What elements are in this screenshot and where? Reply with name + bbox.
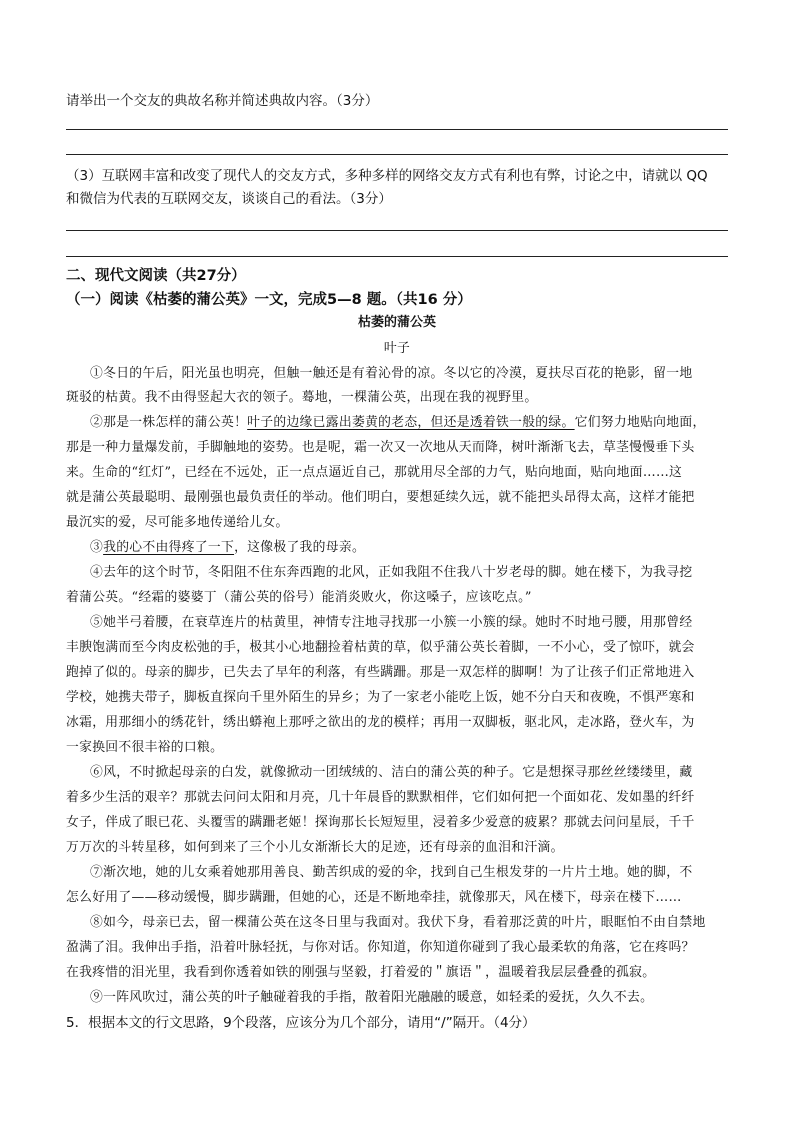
article-author: 叶子 (383, 341, 411, 356)
paragraph-3-text: ，这像极了我的母亲。 (234, 540, 366, 555)
article-title: 枯萎的蒲公英 (357, 315, 436, 330)
answer-line (66, 154, 728, 155)
underlined-sentence: 我的心不由得疼了一下 (103, 540, 235, 555)
paragraph-4-line: ④去年的这个时节，冬阳阻不住东奔西跑的北风，正如我阻不住我八十岁老母的脚。她在楼下，为我寻挖 (90, 565, 693, 580)
answer-line (66, 230, 728, 231)
paragraph-8-line: ⑧如今，母亲已去，留一棵蒲公英在这冬日里与我面对。我伏下身，看着那泛黄的叶片，眼眶怕不由自禁地 (90, 915, 706, 930)
paragraph-7-line: ⑦渐次地，她的儿女乘着她那用善良、勤苦织成的爱的伞，找到自己生根发芽的一片片土地。她的脚，不 (90, 865, 693, 880)
paragraph-3-text: ③ (90, 540, 104, 555)
section-title: 二、现代文阅读（共27分） (66, 268, 246, 284)
paragraph-2-line: 那是一种力量爆发前，手脚触地的姿势。也是呢，霜一次又一次地从天而降，树叶渐渐飞去，草茎慢慢垂下头 (66, 440, 695, 455)
paragraph-2-line: 就是蒲公英最聪明、最刚强也最负责任的举动。他们明白，要想延续久远，就不能把头昂得太高，这样才能把 (66, 490, 695, 505)
paragraph-5-line: ⑤她半弓着腰，在衰草连片的枯黄里，神情专注地寻找那一小簇一小簇的绿。她时不时地弓腰，用那曾经 (90, 615, 693, 630)
paragraph-2-line: 最沉实的爱，尽可能多地传递给儿女。 (66, 515, 289, 530)
paragraph-4-line: 着蒲公英。“经霜的婆婆丁（蒲公英的俗号）能消炎败火，你这嗓子，应该吃点。” (66, 590, 532, 605)
paragraph-6-line: 女子，伴成了眼已花、头覆雪的蹒跚老姬！探询那长长短短里，浸着多少爱意的疲累？那就去问问星辰，千千 (66, 815, 695, 830)
paragraph-5-line: 丰腴饱满而至今肉皮松弛的手，极其小心地翻捡着枯黄的草，似乎蒲公英长着脚，一不小心，受了惊吓，就会 (66, 640, 695, 655)
paragraph-8-line: 盈满了泪。我伸出手指，沿着叶脉轻抚，与你对话。你知道，你知道你碰到了我心最柔软的角落，它在疼吗？ (66, 940, 695, 955)
paragraph-8-line: 在我疼惜的泪光里，我看到你透着如铁的刚强与坚毅，打着爱的＂旗语＂，温暖着我层层叠叠的孤寂。 (66, 965, 656, 980)
paragraph-1-line: ①冬日的午后，阳光虽也明亮，但触一触还是有着沁骨的凉。冬以它的冷漠，夏扶尽百花的艳影，留一地 (90, 366, 693, 381)
paragraph-5-line: 学校，她携夫带子，脚板直探向千里外陌生的异乡；为了一家老小能吃上饭，她不分白天和夜晚，不惧严寒和 (66, 690, 695, 705)
paragraph-3-line (90, 538, 728, 558)
paragraph-7-line: 怎么好用了——移动缓慢，脚步蹒跚，但她的心，还是不断地牵挂，就像那天，风在楼下，母亲在楼下…… (66, 890, 682, 905)
paragraph-2-line: 来。生命的“红灯”，已经在不远处，正一点点逼近自己，那就用尽全部的力气，贴向地面，贴向地面……这 (66, 465, 683, 480)
paragraph-5-line: 跑掉了似的。母亲的脚步，已失去了早年的利落，有些蹒跚。那是一双怎样的脚啊！为了让孩子们正常地进入 (66, 665, 695, 680)
question-top: 请举出一个交友的典故名称并简述典故内容。（3分） (66, 93, 379, 109)
paragraph-2-line (90, 413, 728, 433)
paragraph-6-line: ⑥风，不时掀起母亲的白发，就像掀动一团绒绒的、洁白的蒲公英的种子。它是想探寻那丝丝缕缕里，藏 (90, 765, 693, 780)
question-5: 5．根据本文的行文思路，9个段落，应该分为几个部分，请用“/”隔开。（4分） (66, 1015, 536, 1031)
underlined-sentence: 叶子的边缘已露出萎黄的老态，但还是透着铁一般的绿。 (247, 415, 575, 430)
paragraph-5-line: 一家换回不很丰裕的口粮。 (66, 740, 224, 755)
paragraph-2-text: ②那是一株怎样的蒲公英！ (90, 415, 248, 430)
question-3-line2: 和微信为代表的互联网交友，谈谈自己的看法。（3分） (66, 191, 392, 207)
paragraph-2-text: 它们努力地贴向地面， (574, 415, 706, 430)
paragraph-6-line: 万万次的斗转星移，如何到来了三个小儿女渐渐长大的足迹，还有母亲的血泪和汗滴。 (66, 840, 564, 855)
paragraph-6-line: 着多少生活的艰辛？那就去问问太阳和月亮，几十年晨昏的默默相伴，它们如何把一个面如花、发如墨的纤纤 (66, 790, 695, 805)
question-3-line1: （3）互联网丰富和改变了现代人的交友方式，多种多样的网络交友方式有利也有弊，讨论之中，请就以 QQ (66, 168, 708, 184)
section-subtitle: （一）阅读《枯萎的蒲公英》一文，完成5—8 题。（共16 分） (66, 292, 472, 308)
answer-line (66, 256, 728, 257)
paragraph-5-line: 冰霜，用那细小的绣花针，绣出蟒袍上那呼之欲出的龙的模样；再用一双脚板，驱北风，走冰路，登火车，为 (66, 715, 695, 730)
answer-line (66, 129, 728, 130)
paragraph-1-line: 斑驳的枯黄。我不由得竖起大衣的领子。蓦地，一棵蒲公英，出现在我的视野里。 (66, 390, 538, 405)
paragraph-9-line: ⑨一阵风吹过，蒲公英的叶子触碰着我的手指，散着阳光融融的暖意，如轻柔的爱抚，久久不去。 (90, 990, 654, 1005)
